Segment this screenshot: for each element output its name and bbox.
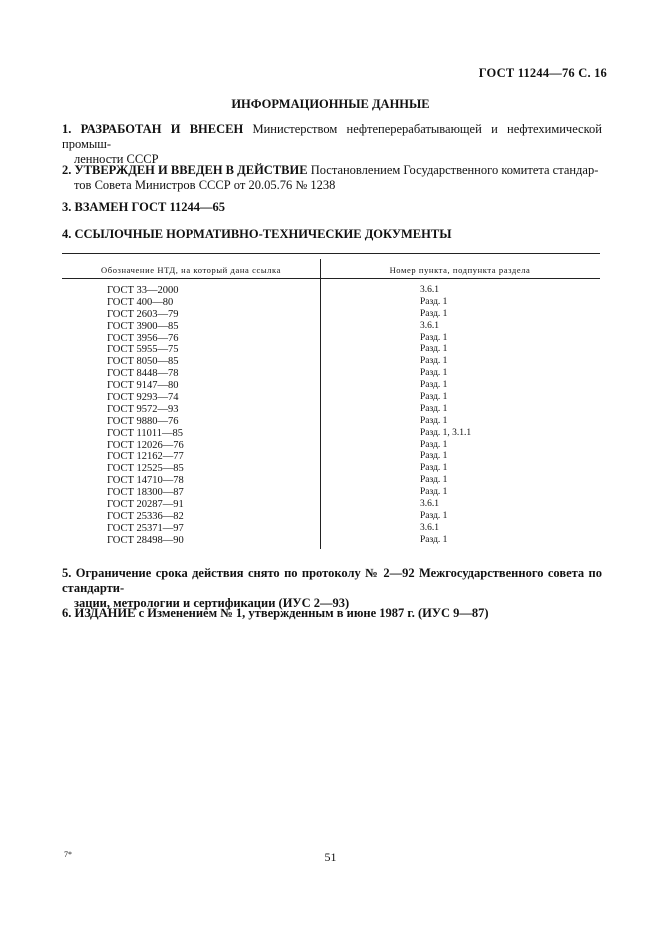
info-item-2-continuation: тов Совета Министров СССР от 20.05.76 № 1238 (74, 178, 336, 192)
table-row (62, 380, 600, 392)
table-cell-document: ГОСТ 9293—74 (107, 392, 179, 404)
table-row (62, 487, 600, 499)
table-row (62, 368, 600, 380)
table-row (62, 285, 600, 297)
table-cell-clause: Разд. 1 (420, 368, 448, 379)
table-row (62, 356, 600, 368)
info-item-3: 3. ВЗАМЕН ГОСТ 11244—65 (62, 200, 226, 214)
info-item-2-lead: 2. УТВЕРЖДЕН И ВВЕДЕН В ДЕЙСТВИЕ (62, 163, 308, 177)
table-cell-clause: Разд. 1 (420, 451, 448, 462)
table-top-rule (62, 253, 600, 254)
table-cell-document: ГОСТ 12162—77 (107, 451, 184, 463)
table-row (62, 511, 600, 523)
table-row (62, 392, 600, 404)
table-cell-clause: Разд. 1, 3.1.1 (420, 427, 472, 438)
table-cell-clause: Разд. 1 (420, 403, 448, 414)
table-row (62, 475, 600, 487)
table-cell-clause: 3.6.1 (420, 522, 439, 533)
table-cell-clause: Разд. 1 (420, 332, 448, 343)
info-item-1-lead: 1. РАЗРАБОТАН И ВНЕСЕН (62, 122, 244, 136)
table-row (62, 463, 600, 475)
table-cell-document: ГОСТ 11011—85 (107, 427, 184, 439)
info-item-2-text: Постановлением Государственного комитета стандар- (310, 163, 599, 177)
table-row (62, 297, 600, 309)
table-row (62, 344, 600, 356)
table-cell-document: ГОСТ 5955—75 (107, 344, 179, 356)
info-item-1-continuation: ленности СССР (74, 152, 159, 166)
info-item-5-continuation: зации, метрологии и сертификации (ИУС 2—93) (74, 596, 350, 610)
footer-mark: 7* (64, 850, 72, 859)
table-cell-document: ГОСТ 400—80 (107, 296, 174, 308)
table-body (62, 285, 600, 547)
table-header-clause: Номер пункта, подпункта раздела (389, 265, 531, 275)
table-cell-document: ГОСТ 9147—80 (107, 380, 179, 392)
page-number: 51 (324, 850, 337, 864)
table-row (62, 416, 600, 428)
info-item-5-text: 5. Ограничение срока действия снято по протоколу № 2—92 Межгосударственного совета по стандарти- (62, 566, 602, 595)
table-cell-document: ГОСТ 14710—78 (107, 475, 184, 487)
table-row (62, 404, 600, 416)
table-row (62, 535, 600, 547)
table-cell-clause: Разд. 1 (420, 487, 448, 498)
table-cell-document: ГОСТ 2603—79 (107, 308, 179, 320)
table-row (62, 451, 600, 463)
table-cell-clause: Разд. 1 (420, 392, 448, 403)
table-cell-clause: Разд. 1 (420, 296, 448, 307)
table-cell-document: ГОСТ 25371—97 (107, 522, 184, 534)
section-title: ИНФОРМАЦИОННЫЕ ДАННЫЕ (231, 97, 430, 111)
info-item-1 (62, 122, 602, 167)
table-cell-document: ГОСТ 8448—78 (107, 368, 179, 380)
info-item-6: 6. ИЗДАНИЕ с Изменением № 1, утвержденным в июне 1987 г. (ИУС 9—87) (62, 606, 489, 620)
table-header-rule (62, 278, 600, 279)
table-cell-clause: 3.6.1 (420, 285, 439, 295)
table-row (62, 440, 600, 452)
table-header-document: Обозначение НТД, на который дана ссылка (101, 265, 281, 275)
table-cell-clause: Разд. 1 (420, 510, 448, 521)
info-item-1-text: Министерством нефтеперерабатывающей и нефтехимической промыш- (62, 122, 602, 151)
table-row (62, 333, 600, 345)
table-row (62, 321, 600, 333)
table-row (62, 428, 600, 440)
table-cell-document: ГОСТ 12026—76 (107, 439, 184, 451)
table-cell-document: ГОСТ 33—2000 (107, 285, 179, 296)
table-cell-document: ГОСТ 12525—85 (107, 463, 184, 475)
table-cell-document: ГОСТ 8050—85 (107, 356, 179, 368)
info-item-4: 4. ССЫЛОЧНЫЕ НОРМАТИВНО-ТЕХНИЧЕСКИЕ ДОКУМЕНТЫ (62, 227, 452, 241)
table-cell-clause: Разд. 1 (420, 439, 448, 450)
table-row (62, 499, 600, 511)
table-cell-document: ГОСТ 3900—85 (107, 320, 179, 332)
table-cell-document: ГОСТ 20287—91 (107, 499, 184, 511)
table-cell-clause: Разд. 1 (420, 463, 448, 474)
table-cell-clause: Разд. 1 (420, 415, 448, 426)
info-item-5 (62, 566, 602, 611)
table-cell-document: ГОСТ 9880—76 (107, 415, 179, 427)
table-cell-document: ГОСТ 25336—82 (107, 510, 184, 522)
table-cell-document: ГОСТ 3956—76 (107, 332, 179, 344)
table-cell-document: ГОСТ 28498—90 (107, 534, 184, 546)
table-cell-clause: Разд. 1 (420, 356, 448, 367)
table-row (62, 309, 600, 321)
table-cell-clause: Разд. 1 (420, 475, 448, 486)
table-row (62, 523, 600, 535)
table-cell-clause: 3.6.1 (420, 499, 439, 510)
table-cell-clause: Разд. 1 (420, 534, 448, 545)
table-cell-clause: Разд. 1 (420, 344, 448, 355)
info-item-2 (62, 163, 602, 193)
document-header: ГОСТ 11244—76 С. 16 (478, 66, 607, 80)
table-cell-clause: Разд. 1 (420, 308, 448, 319)
table-cell-document: ГОСТ 9572—93 (107, 403, 179, 415)
table-cell-clause: 3.6.1 (420, 320, 439, 331)
table-cell-document: ГОСТ 18300—87 (107, 487, 184, 499)
table-cell-clause: Разд. 1 (420, 380, 448, 391)
